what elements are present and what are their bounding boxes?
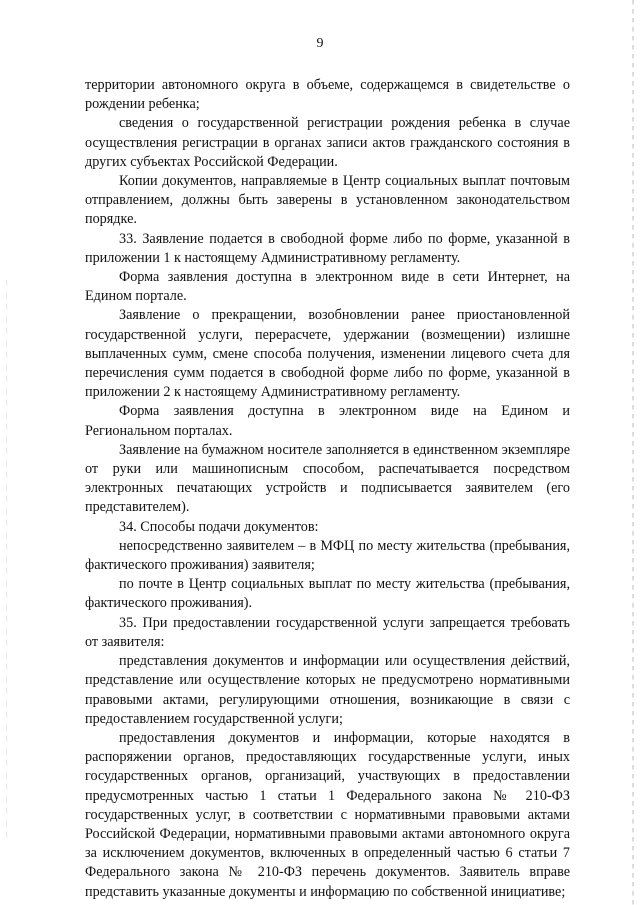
paragraph-11: по почте в Центр социальных выплат по месту жительства (пребывания, фактического проживания). <box>85 576 570 612</box>
paragraph-4: 33. Заявление подается в свободной форме либо по форме, указанной в приложении 1 к настоящему Административному регламенту. <box>85 230 570 266</box>
paragraph-2: сведения о государственной регистрации рождения ребенка в случае осуществления регистрации в органах записи актов гражданского состояния в других субъектах Российской Федерации. <box>85 115 570 170</box>
paragraph-1: территории автономного округа в объеме, содержащемся в свидетельстве о рождении ребенка; <box>85 77 570 113</box>
paragraph-12: 35. При предоставлении государственной услуги запрещается требовать от заявителя: <box>85 614 570 650</box>
scan-edge-artifact-left <box>6 280 7 840</box>
scan-edge-artifact <box>632 0 634 905</box>
paragraph-8: Заявление на бумажном носителе заполняется в единственном экземпляре от руки или машинописным способом, распечатывается посредством электронных печатающих устройств и подписывается заявителем (его представителем). <box>85 441 570 516</box>
paragraph-6: Заявление о прекращении, возобновлении ранее приостановленной государственной услуги, перерасчете, удержании (возмещении) излишне выплаченных сумм, смене способа получения, изменении лицевого счета для перечисления сумм подается в свободной форме либо по форме, указанной в приложении 2 к настоящему Административному регламенту. <box>85 307 570 401</box>
paragraph-13: представления документов и информации или осуществления действий, представление или осуществление которых не предусмотрено нормативными правовыми актами, регулирующими отношения, возникающие в связи с предоставлением государственной услуги; <box>85 653 570 727</box>
paragraph-14: предоставления документов и информации, которые находятся в распоряжении органов, предоставляющих государственные услуги, иных государственных органов, организаций, участвующих в предоставлении предусмотренных частью 1 статьи 1 Федерального закона № 210-ФЗ государственных услуг, в соответствии с нормативными правовыми актами Российской Федерации, нормативными правовыми актами автономного округа за исключением документов, включенных в определенный частью 6 статьи 7 Федерального закона № 210-ФЗ перечень документов. Заявитель вправе представить указанные документы и информацию по собственной инициативе; <box>85 729 570 900</box>
page-number: 9 <box>316 36 324 51</box>
paragraph-7: Форма заявления доступна в электронном виде на Едином и Региональном порталах. <box>85 403 570 439</box>
document-body <box>85 76 570 902</box>
paragraph-10: непосредственно заявителем – в МФЦ по месту жительства (пребывания, фактического проживания) заявителя; <box>85 537 570 574</box>
paragraph-5: Форма заявления доступна в электронном виде в сети Интернет, на Едином портале. <box>85 269 570 305</box>
paragraph-3: Копии документов, направляемые в Центр социальных выплат почтовым отправлением, должны быть заверены в установленном законодательством порядке. <box>85 173 570 228</box>
paragraph-9: 34. Способы подачи документов: <box>119 518 319 535</box>
